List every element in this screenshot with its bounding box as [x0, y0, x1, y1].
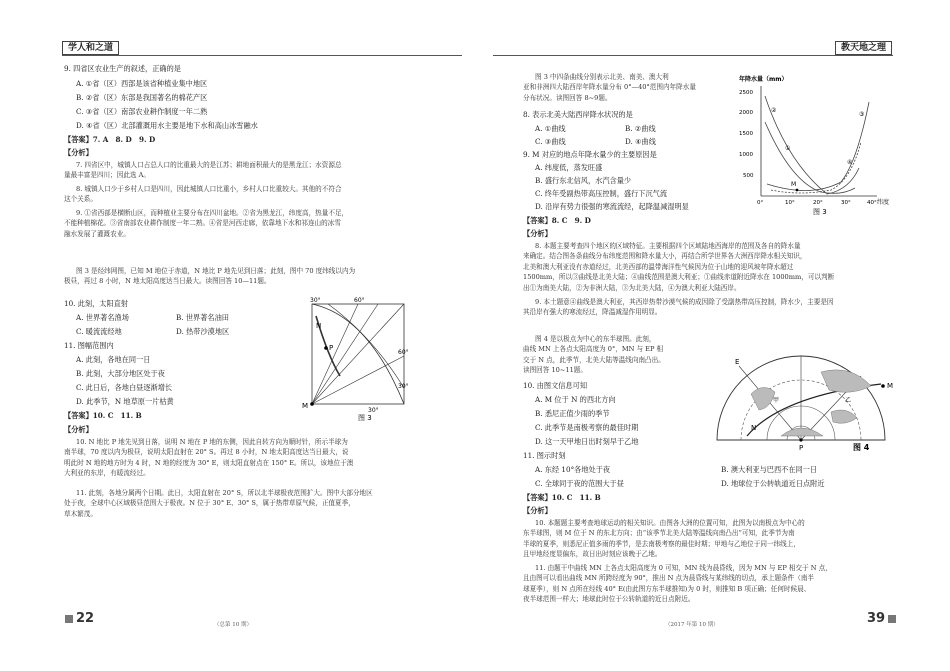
q11-option-d: D. 此季节，N 地草原一片枯黄 [76, 397, 174, 406]
fig3-caption: 图 3 [358, 414, 372, 422]
fig4-label-e: E [735, 358, 740, 366]
r-intro-line3: 分布状况。读图回答 8~9题。 [523, 93, 612, 102]
r-q8-option-a: A. ①曲线 [535, 124, 566, 133]
left-page-number [62, 611, 94, 626]
r-q11-option-c: C. 全球同于夜的范围大于昼 [535, 479, 624, 488]
exp11-line3: 草木繁茂。 [64, 509, 97, 518]
x-tick-30: 30° [841, 200, 851, 206]
fig3-label-p: P [329, 344, 334, 352]
r-q10-option-d: D. 这一天甲地日出时刻早于乙地 [535, 437, 639, 446]
r-intro-line2: 亚和非洲四大陆西岸年降水量分布 0°—40°范围内年降水量 [523, 83, 696, 92]
exp7-line1: 7. 四省区中，城镇人口占总人口的比重最大的是江苏；耕地面积最大的是黑龙江；水资源总 [76, 161, 342, 169]
right-header-title: 教天地之理 [835, 41, 892, 55]
intro-curves [523, 72, 743, 103]
r-q10-stem: 10. 由图文信息可知 [523, 381, 588, 390]
page-marker-icon [65, 615, 73, 623]
exp9-line2: 不能种植棉花。③省南部农业耕作制度一年二熟。④省是河西走廊，依靠地下水和祁连山的冰雪 [64, 219, 341, 228]
page-marker-icon-right [888, 615, 896, 623]
r-exp11-line1: 11. 由题干中曲线 MN 上各点太阳高度为 0 可知，MN 线为晨昏线，因为 MN 与 EP 相交于 N 点， [535, 564, 832, 572]
exp8-line2: 这个关系。 [64, 195, 97, 204]
q11-option-a: A. 此刻，各地在同一日 [76, 355, 151, 364]
exp10-line3: 明此时 N 地的地方时为 4 时，N 地的经度为 30° E，则太阳直射点在 150° E。所以，该地位于澳 [64, 458, 354, 467]
fig3-label-60b: 60° [398, 349, 409, 356]
y-tick-1000: 1000 [739, 152, 753, 158]
exp11-line1: 11. 此刻，各地分属两个日期。此日，太阳直射在 20° S，所以北半球极夜范围扩大。图中大部分地区 [76, 489, 373, 497]
fig3-label-30a: 30° [310, 297, 321, 304]
exp9-line1: 9. ①省西部是横断山区，而种植业主要分布在四川盆地。②省为黑龙江，纬度高，热量不足， [76, 209, 349, 217]
q9-option-d: D. ④省（区）北部灌溉用水主要是地下水和高山冰雪融水 [76, 121, 258, 130]
r-q9-option-d: D. 沿岸有势力很强的寒流流经，起降温减湿明显 [535, 202, 689, 211]
landmass-antarctica [781, 428, 823, 436]
left-page-number-text: 22 [76, 611, 95, 626]
q9-option-b: B. ②省（区）东部是我国著名的棉花产区 [76, 93, 208, 102]
q10-option-c: C. 暖流流经地 [76, 327, 122, 336]
x-axis-title: 纬度 [877, 199, 890, 206]
r-q9-option-a: A. 纬度低，蒸发旺盛 [535, 163, 603, 172]
q10-option-d: D. 热带沙漠地区 [176, 327, 230, 336]
q11-option-b: B. 此刻，大部分地区处于夜 [76, 369, 165, 378]
fig4-label-yi: 乙 [845, 397, 852, 404]
fig3-meridian-1 [312, 304, 404, 404]
r-exp10-line1: 10. 本题题主要考查地球运动的相关知识。由图各大洲的位置可知，此图为以南极点为中心的 [535, 519, 805, 527]
r-q10-option-c: C. 此季节是南极考察的最佳时期 [535, 423, 639, 432]
y-tick-2000: 2000 [739, 110, 753, 116]
right-page-number-text: 39 [867, 611, 886, 626]
fig3-label-n: N [316, 322, 322, 330]
fig4-label-m: M [887, 382, 894, 390]
r-exp8-line1: 8. 本题主要考查四个地区的区域特征。主要根据四个区域陆地西海岸的范围及各自的降水量 [535, 242, 801, 250]
chart-caption: 图 3 [813, 208, 827, 216]
r-exp8-line2: 来确定。结合图各条曲线分布纬度范围和降水量大小，再结合所学世界各大洲西岸降水相关知识， [523, 252, 807, 261]
analysis-label: 【分析】 [64, 148, 93, 157]
landmass-africa [751, 387, 775, 410]
analysis-label-2: 【分析】 [64, 425, 93, 434]
fig4-label-p: P [799, 444, 804, 452]
q11-option-c: C. 此日后，各地白昼逐渐增长 [76, 383, 173, 392]
r-explanation-8 [523, 241, 903, 293]
answer-10-11: 【答案】10. C 11. B [64, 411, 142, 420]
chart-y-title: 年降水量（mm） [739, 76, 788, 83]
x-tick-10: 10° [785, 200, 795, 206]
exp10-line2: 南半球，70 度以内为极昼，说明太阳直射在 20° S。再过 8 小时，N 地太阳高度达当日最大，说 [64, 448, 349, 457]
x-tick-20: 20° [813, 200, 823, 206]
r-exp10-line3: 半球的夏季，则悉尼正值多雨的季节，是去南极考察的最佳时期；甲地与乙地位于同一纬线上， [523, 539, 800, 548]
q9-stem: 9. 四省区农业生产的叙述，正确的是 [64, 64, 181, 73]
left-footer: （总第 10 期） [214, 622, 252, 628]
r-exp10-line4: 且甲地经度显偏东，故日出时刻应该晚于乙地。 [523, 550, 662, 559]
r-q11-option-d: D. 地球位于公转轨道近日点附近 [721, 479, 825, 488]
exp10-line4: 大利亚的东岸，有暖流经过。 [64, 469, 150, 478]
q10-stem: 10. 此刻，太阳直射 [64, 299, 129, 308]
r-intro2-line3: 交于 N 点，此季节，北美大陆等温线向南凸出。 [523, 355, 665, 364]
r-q9-option-c: C. 终年受副热带高压控制，盛行下沉气流 [535, 189, 668, 198]
answer-7-9: 【答案】7. A 8. D 9. D [64, 135, 156, 144]
x-tick-40: 40° [867, 200, 877, 206]
fig3-label-60a: 60° [354, 297, 365, 304]
r-intro2-line1: 图 4 是以极点为中心的东半球图。此刻， [535, 335, 656, 343]
r-q11-option-b: B. 澳大利亚与巴西不在同一日 [721, 465, 818, 474]
q10-option-a: A. 世界著名渔场 [76, 313, 129, 322]
curve-label-4: ④ [847, 159, 853, 166]
right-page [475, 0, 950, 671]
right-page-number [867, 611, 899, 626]
r-q10-option-a: A. M 位于 N 的西北方向 [535, 395, 616, 404]
landmass-asia [821, 370, 871, 392]
explanation-9 [64, 208, 464, 239]
r-answer-8-9: 【答案】8. C 9. D [523, 216, 591, 225]
r-intro2-line2: 曲线 MN 上各点太阳高度为 0°，MN 与 EP 相 [523, 345, 664, 354]
x-tick-0: 0° [757, 200, 764, 206]
r-analysis-label: 【分析】 [523, 229, 552, 238]
figure-3-graticule [298, 296, 428, 440]
explanation-10 [64, 437, 464, 479]
fig4-caption: 图 4 [853, 443, 870, 452]
point-pole [799, 438, 802, 441]
fig3-label-30c: 30° [368, 407, 379, 414]
r-q11-option-a: A. 东经 10°各地处于夜 [535, 465, 611, 474]
curve-label-1: ① [785, 145, 791, 152]
r-exp11-line2: 且由图可以看出曲线 MN 所跨经度为 90°，推出 N 点为晨昏线与某纬线的切点，承上题条件（南半 [523, 574, 815, 583]
curve-2 [765, 96, 859, 194]
q9-option-a: A. ①省（区）西部是该省种植业集中地区 [76, 79, 208, 88]
y-tick-1500: 1500 [739, 131, 753, 137]
r-q8-option-b: B. ②曲线 [625, 124, 656, 133]
intro-line1: 图 3 是经纬网图，已知 M 地位于赤道，N 地比 P 地先见到日落；此刻，图中 70 度纬线以内为 [76, 267, 356, 275]
point-m [881, 384, 885, 388]
right-header-rule [493, 55, 893, 56]
r-exp8-line5: 出①为南美大陆，②为非洲大陆，③为北美大陆，④为澳大利亚大陆西岸。 [523, 283, 741, 292]
intro-line2: 极昼，再过 8 小时，N 地太阳高度达当日最大。读图回答 10—11题。 [64, 277, 271, 286]
curve-1 [765, 122, 855, 193]
r-intro-line1: 图 3 中四条曲线分别表示北美、南美、澳大利 [535, 73, 669, 81]
exp11-line2: 处于夜，全球中心区域极昼范围大于极夜。N 位于 30° E、30° S，属于热带草原气候，正值夏季， [64, 499, 355, 508]
r-q10-option-b: B. 悉尼正值少雨的季节 [535, 409, 610, 418]
fig4-label-n: N [751, 424, 757, 432]
fig4-label-jia: 甲 [773, 397, 780, 404]
r-q8-option-d: D. ④曲线 [625, 137, 656, 146]
r-exp8-line4: 1500mm，所以③曲线是北美大陆；④曲线范围是澳大利亚；①曲线赤道附近降水在 1000mm，可以判断 [523, 273, 835, 282]
r-exp10-line2: 东半球图，则 M 位于 N 的东北方向；由“该季节北美大陆等温线向南凸出”可知，此季节为南 [523, 529, 795, 538]
r-answer-10-11: 【答案】10. C 11. B [523, 493, 601, 502]
fig3-meridian-4 [312, 304, 358, 404]
exp7-line2: 量最丰富是四川；因此选 A。 [64, 171, 150, 180]
y-tick-500: 500 [743, 173, 754, 179]
r-q8-option-c: C. ③曲线 [535, 137, 566, 146]
r-exp9-line2: 其沿岸有强大的寒流经过，降温减湿作用明显。 [523, 308, 662, 317]
fig3-meridian-3 [312, 356, 404, 404]
right-header [835, 40, 892, 53]
explanation-8 [64, 184, 464, 205]
exp8-line1: 8. 城镇人口少于乡村人口是四川，因此城镇人口比重小，乡村人口比重较大。其他的不符合 [76, 185, 342, 193]
intro-fig3 [64, 266, 464, 287]
curve-label-2: ② [771, 107, 777, 114]
fig3-label-m: M [302, 402, 309, 410]
q10-option-b: B. 世界著名油田 [176, 313, 229, 322]
chart-label-m: M [791, 181, 797, 188]
y-tick-2500: 2500 [739, 90, 753, 96]
r-q11-stem: 11. 图示时刻 [523, 451, 566, 460]
r-q8-stem: 8. 表示北美大陆西岸降水状况的是 [523, 110, 633, 119]
chart-point-m [796, 189, 799, 192]
r-analysis-label-2: 【分析】 [523, 506, 552, 515]
r-q9-option-b: B. 盛行东北信风，水汽含量少 [535, 176, 632, 185]
right-footer: （2017 年第 10 期） [665, 622, 719, 628]
figure-4-hemisphere [711, 336, 901, 454]
figure-3-precipitation-chart [731, 72, 897, 218]
exp9-line3: 融水发展了灌溉农业。 [64, 229, 130, 238]
r-exp9-line1: 9. 本土题意④曲线是澳大利亚，其西岸热带沙漠气候的成因除了受副热带高压控制，降水少，主要是因 [535, 298, 834, 306]
fig3-label-30b: 30° [398, 383, 409, 390]
r-explanation-9 [523, 297, 903, 318]
r-explanation-10 [523, 518, 903, 560]
r-explanation-11 [523, 563, 903, 605]
q9-option-c: C. ③省（区）南部农业耕作制度一年二熟 [76, 107, 208, 116]
landmass-australia [831, 410, 857, 423]
q11-stem: 11. 图幅范围内 [64, 341, 114, 350]
left-header-rule [62, 55, 462, 56]
r-q9-stem: 9. M 对应的地点年降水量少的主要原因是 [523, 150, 657, 159]
intro-fig4 [523, 334, 733, 376]
exp10-line1: 10. N 地比 P 地先见到日落，说明 N 地在 P 地的东侧，因此自转方向为顺时针，所示半球为 [76, 438, 348, 446]
r-intro2-line4: 读图回答 10~11题。 [523, 366, 587, 375]
explanation-7 [64, 160, 464, 181]
left-header-title: 学人和之道 [62, 41, 119, 55]
r-exp11-line4: 夜半球范围一样大；地球此时位于公转轨道的近日点附近。 [523, 595, 695, 604]
left-header [62, 40, 119, 53]
r-exp8-line3: 北美和澳大利亚没有赤道经过，北美西部的温带海洋性气候因为位于山地的迎风坡年降水超过 [523, 262, 794, 271]
fig3-point-m [310, 402, 314, 406]
curve-label-3: ③ [859, 111, 865, 118]
explanation-11 [64, 488, 464, 519]
fig3-point-p [324, 346, 328, 350]
r-exp11-line3: 球夏季），则 N 点所在经线 40° E(由此图方东半球推知)为 0 时，则推知 B 项正确；任何时候晨、 [523, 584, 811, 593]
